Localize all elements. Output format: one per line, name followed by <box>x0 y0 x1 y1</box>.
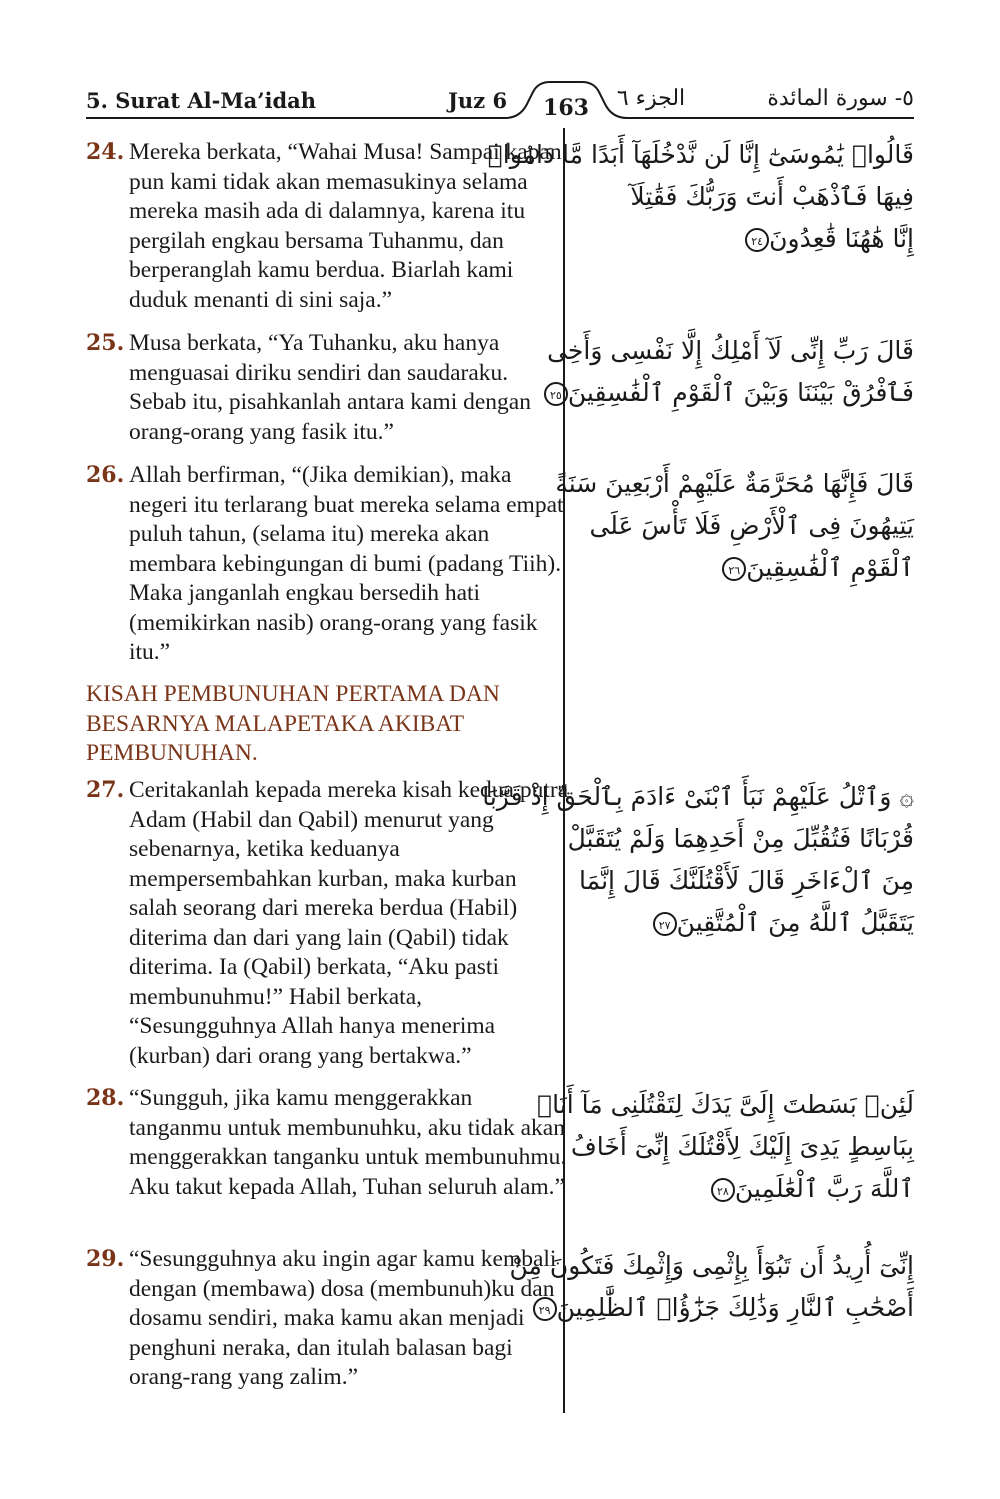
arabic-line: فَٱفْرُقْ بَيْنَنَا وَبَيْنَ ٱلْقَوْمِ ٱلْفَٰسِقِينَ <box>567 378 914 407</box>
arabic-line: لَئِنۢ بَسَطتَ إِلَىَّ يَدَكَ لِتَقْتُلَنِى مَآ أَنَا۠ <box>537 1090 914 1119</box>
arabic-line: مِنَ ٱلْءَاخَرِ قَالَ لَأَقْتُلَنَّكَ قَالَ إِنَّمَا <box>579 866 914 895</box>
verse-end-marker: ٢٤ <box>745 228 769 252</box>
arabic-line: قَالُوا۟ يَٰمُوسَىٰٓ إِنَّا لَن نَّدْخُلَهَآ أَبَدًا مَّا دَامُوا۟ <box>487 140 914 169</box>
arabic-line: ۞ وَٱتْلُ عَلَيْهِمْ نَبَأَ ٱبْنَىْ ءَادَمَ بِٱلْحَقِّ إِذْ قَرَّبَا <box>482 782 914 811</box>
column-divider <box>563 128 565 1413</box>
verse-number: 28. <box>86 1085 125 1111</box>
verse-number: 27. <box>86 777 125 803</box>
verse-29-arabic <box>509 1245 914 1329</box>
heading-line: PEMBUNUHAN. <box>86 740 258 766</box>
arabic-line: يَتِيهُونَ فِى ٱلْأَرْضِ فَلَا تَأْسَ عَلَى <box>589 511 914 540</box>
verse-24-arabic <box>487 134 914 260</box>
page-number: 163 <box>543 95 589 121</box>
verse-translation: “Sungguh, jika kamu menggerakkan tanganmu untuk membunuhku, aku tidak akan menggerakkan tanganku untuk membunuhmu. Aku takut kepada Allah, Tuhan seluruh alam.” <box>129 1085 567 1200</box>
verse-27-arabic <box>482 776 914 944</box>
verse-25-arabic <box>547 330 914 414</box>
verse-number: 24. <box>86 139 125 165</box>
juz-label-latin: Juz 6 <box>448 88 508 113</box>
verse-26-arabic <box>555 463 914 589</box>
verse-end-marker: ٢٧ <box>653 912 677 936</box>
verse-end-marker: ٢٥ <box>544 382 568 406</box>
verse-translation: “Sesungguhnya aku ingin agar kamu kembali dengan (membawa) dosa (membunuh)ku dan dosamu sendiri, maka kamu akan menjadi penghuni neraka, dan itulah balasan bagi orang-rang yang zalim.” <box>129 1246 557 1390</box>
verse-translation: Allah berfirman, “(Jika demikian), maka negeri itu terlarang buat mereka selama empat puluh tahun, (selama itu) mereka akan membara kebingungan di bumi (padang Tiih). Maka janganlah engkau bersedih hati (memikirkan nasib) orang-orang yang fasik itu.” <box>129 462 564 665</box>
arabic-line: قَالَ فَإِنَّهَا مُحَرَّمَةٌ عَلَيْهِمْ أَرْبَعِينَ سَنَةً <box>555 469 914 498</box>
header-rule <box>0 0 1000 140</box>
verse-end-marker: ٢٩ <box>533 1297 557 1321</box>
verse-end-marker: ٢٨ <box>711 1178 735 1202</box>
arabic-line: فِيهَا فَٱذْهَبْ أَنتَ وَرَبُّكَ فَقَٰتِلَآ <box>630 182 914 211</box>
heading-line: KISAH PEMBUNUHAN PERTAMA DAN <box>86 681 500 707</box>
arabic-line: أَصْحَٰبِ ٱلنَّارِ وَذَٰلِكَ جَزَٰٓؤُا۟ ٱلظَّٰلِمِينَ <box>556 1293 914 1322</box>
arabic-line: ٱللَّهَ رَبَّ ٱلْعَٰلَمِينَ <box>734 1174 914 1203</box>
arabic-line: ٱلْقَوْمِ ٱلْفَٰسِقِينَ <box>746 553 914 582</box>
heading-line: BESARNYA MALAPETAKA AKIBAT <box>86 710 465 737</box>
verse-translation: Musa berkata, “Ya Tuhanku, aku hanya menguasai diriku sendiri dan saudaraku. Sebab itu, pisahkanlah antara kami dengan orang-orang yang fasik itu.” <box>129 330 531 445</box>
verse-number: 25. <box>86 330 125 356</box>
verse-number: 29. <box>86 1246 125 1272</box>
verse-end-marker: ٢٦ <box>722 557 746 581</box>
arabic-line: إِنِّىٓ أُرِيدُ أَن تَبُوٓأَ بِإِثْمِى وَإِثْمِكَ فَتَكُونَ مِنْ <box>509 1251 914 1280</box>
verse-28-arabic <box>537 1084 914 1210</box>
surah-title-arabic: ٥- سورة المائدة <box>767 86 914 111</box>
juz-label-arabic: الجزء ٦ <box>616 86 686 111</box>
verse-translation: Ceritakanlah kepada mereka kisah kedua putra Adam (Habil dan Qabil) menurut yang sebenarnya, ketika keduanya mempersembahkan kurban, maka kurban salah seorang dari mereka berdua (Habil) diterima dan dari yang lain (Qabil) tidak diterima. Ia (Qabil) berkata, “Aku pasti membunuhmu!” Habil berkata, “Sesungguhnya Allah hanya menerima (kurban) dari orang yang bertakwa.” <box>129 777 569 1069</box>
arabic-line: يَتَقَبَّلُ ٱللَّهُ مِنَ ٱلْمُتَّقِينَ <box>676 908 914 937</box>
arabic-line: بِبَاسِطٍ يَدِىَ إِلَيْكَ لِأَقْتُلَكَ إِنِّىٓ أَخَافُ <box>570 1132 914 1161</box>
arabic-line: قُرْبَانًا فَتُقُبِّلَ مِنْ أَحَدِهِمَا وَلَمْ يُتَقَبَّلْ <box>567 824 914 853</box>
surah-title-latin: 5. Surat Al-Ma’idah <box>86 88 317 113</box>
section-heading <box>86 680 556 769</box>
arabic-line: قَالَ رَبِّ إِنِّى لَآ أَمْلِكُ إِلَّا نَفْسِى وَأَخِى <box>547 336 914 365</box>
arabic-line: إِنَّا هَٰهُنَا قَٰعِدُونَ <box>769 224 914 253</box>
verse-number: 26. <box>86 462 125 488</box>
verse-translation: Mereka berkata, “Wahai Musa! Sampai kapan pun kami tidak akan memasukinya selama mereka masih ada di dalamnya, karena itu pergilah engkau bersama Tuhanmu, dan berperanglah kamu berdua. Biarlah kami duduk menanti di sini saja.” <box>129 139 562 313</box>
